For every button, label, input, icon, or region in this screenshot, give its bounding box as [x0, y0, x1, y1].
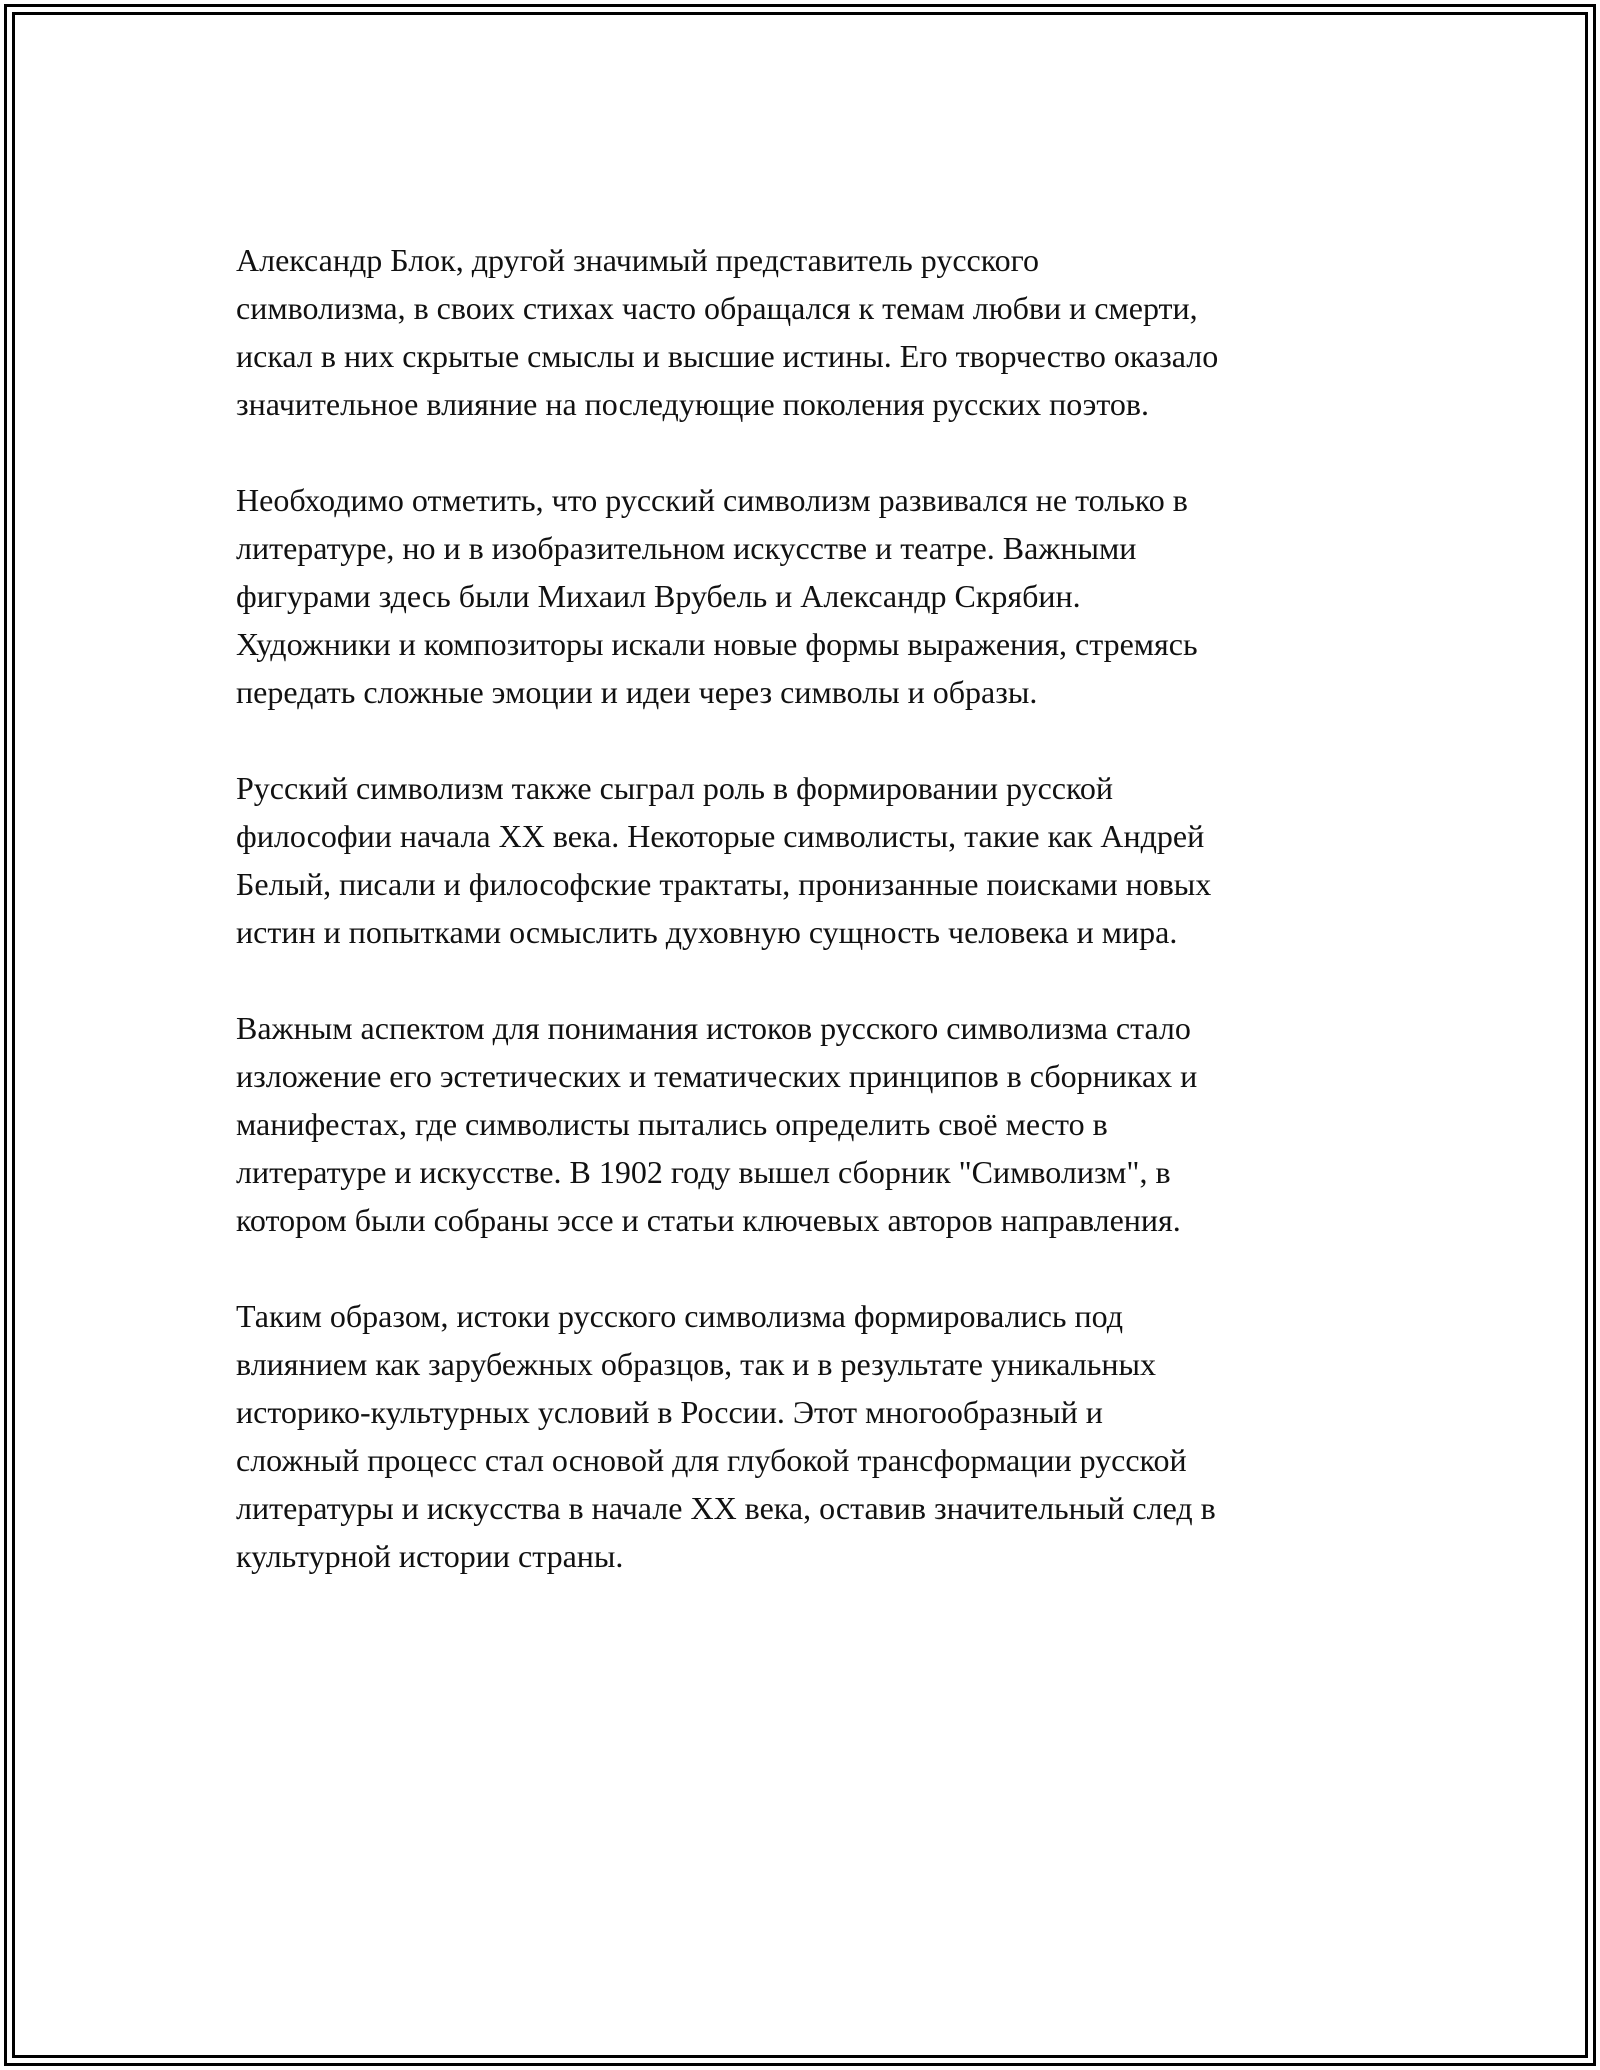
paragraph-philosophy: Русский символизм также сыграл роль в формировании русской философии начала XX века. Некоторые символисты, такие как Андрей Белый, писали и философские трактаты, пронизанные поисками новых истин и попытками осмыслить духовную сущность человека и мира.	[236, 770, 1212, 950]
paragraph-conclusion: Таким образом, истоки русского символизма формировались под влиянием как зарубежных образцов, так и в результате уникальных историко-культурных условий в России. Этот многообразный и сложный процесс стал основой для глубокой трансформации русской литературы и искусства в начале XX века, оставив значительный след в культурной истории страны.	[236, 1298, 1216, 1574]
paragraph-manifestos: Важным аспектом для понимания истоков русского символизма стало изложение его эстетических и тематических принципов в сборниках и манифестах, где символисты пытались определить своё место в литературе и искусстве. В 1902 году вышел сборник "Символизм", в котором были собраны эссе и статьи ключевых авторов направления.	[236, 1010, 1198, 1238]
document-body	[236, 236, 1376, 1628]
paragraph-blok: Александр Блок, другой значимый представитель русского символизма, в своих стихах часто обращался к темам любви и смерти, искал в них скрытые смыслы и высшие истины. Его творчество оказало значительное влияние на последующие поколения русских поэтов.	[236, 242, 1219, 422]
paragraph-visual-arts: Необходимо отметить, что русский символизм развивался не только в литературе, но и в изобразительном искусстве и театре. Важными фигурами здесь были Михаил Врубель и Александр Скрябин. Художники и композиторы искали новые формы выражения, стремясь передать сложные эмоции и идеи через символы и образы.	[236, 482, 1198, 710]
